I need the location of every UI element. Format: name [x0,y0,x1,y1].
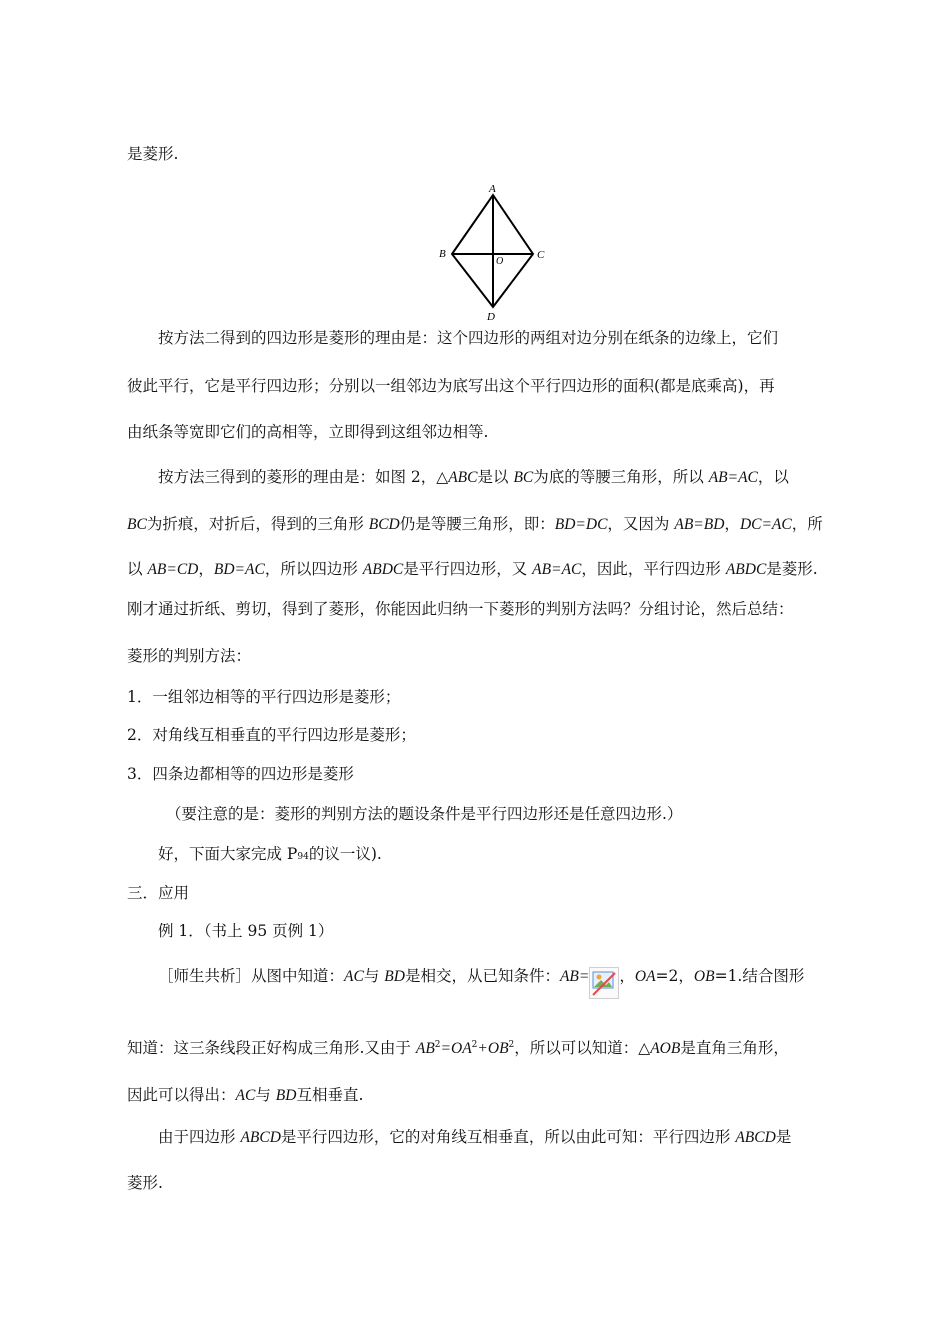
math-run: ABC [448,469,478,486]
label-a: A [489,183,496,195]
text-run: 因此可以得出： [127,1086,236,1104]
math-run: = [440,1040,451,1057]
text-line [158,466,789,489]
label-b: B [439,248,446,260]
text-line: 菱形的判别方法： [127,647,252,665]
math-run: ABDC [362,561,404,578]
text-line: 由纸条等宽即它们的高相等，立即得到这组邻边相等. [127,423,489,441]
text-run: ， [724,515,740,533]
math-run: BD=AC [213,561,265,578]
math-run: AB=AC [532,561,582,578]
text-run: 知道：这三条线段正好构成三角形.又由于 [127,1039,416,1057]
text-line: 彼此平行，它是平行四边形；分别以一组邻边为底写出这个平行四边形的面积(都是底乘高)，再 [127,377,775,395]
text-run: 好，下面大家完成 P [158,845,298,863]
subscript-run: 94 [297,852,309,862]
text-run: 是直角三角形， [680,1039,789,1057]
text-line: 菱形. [127,1174,163,1192]
text-run: 为折痕，对折后，得到的三角形 [146,515,369,533]
math-run: OA [634,968,656,985]
text-run: ［师生共析］从图中知道： [158,967,345,985]
list-item: 3．四条边都相等的四边形是菱形 [127,765,354,783]
section-heading: 三．应用 [127,884,190,902]
math-run: AOB [650,1040,681,1057]
label-o: O [496,256,504,267]
text-run: 是平行四边形，又 [403,560,533,578]
superscript-run: 2 [508,1039,515,1050]
math-run: BD [384,968,405,985]
text-run: ，以 [757,468,789,486]
text-run: 仍是等腰三角形，即： [399,515,555,533]
text-run: 是平行四边形，它的对角线互相垂直，所以由此可知：平行四边形 [280,1128,736,1146]
text-line [127,1037,789,1060]
math-run: OA [451,1040,472,1057]
text-line [127,513,823,536]
math-run: ABCD [240,1129,281,1146]
superscript-run: 2 [434,1039,441,1050]
text-run: ，所 [791,515,823,533]
text-run: ， [198,560,214,578]
text-line: 是菱形. [127,145,179,163]
text-run: =1.结合图形 [714,967,805,985]
text-line [127,558,818,581]
text-run: =2， [655,967,694,985]
text-run: ，所以可以知道：△ [514,1039,651,1057]
text-line: （要注意的是：菱形的判别方法的题设条件是平行四边形还是任意四边形.） [166,805,683,823]
text-run: 与 [255,1086,276,1104]
math-run: AC [344,968,364,985]
math-run: AB= [559,968,590,985]
text-run: 由于四边形 [158,1128,241,1146]
text-run: 互相垂直. [296,1086,364,1104]
text-run: 是菱形. [766,560,818,578]
text-line [158,961,804,993]
text-run: 按方法三得到的菱形的理由是：如图 2，△ [158,468,449,486]
math-run: AB=AC [708,469,758,486]
math-run: AB [415,1040,435,1057]
broken-image-icon [589,967,619,999]
math-run: AC [235,1087,256,1104]
math-run: BD=DC [554,516,608,533]
list-item: 1．一组邻边相等的平行四边形是菱形； [127,688,401,706]
text-run: 以 [127,560,148,578]
label-d: D [487,311,495,322]
math-run: BCD [368,516,400,533]
math-run: BC [127,516,147,533]
text-line [158,1126,791,1149]
text-run: ，因此，平行四边形 [581,560,726,578]
text-run: 与 [363,967,385,985]
math-run: + [477,1040,488,1057]
label-c: C [537,249,545,261]
text-run: ，所以四边形 [264,560,363,578]
text-run: ， [619,967,635,985]
math-run: AB=BD [674,516,725,533]
math-run: ABDC [725,561,767,578]
list-item: 2．对角线互相垂直的平行四边形是菱形； [127,726,416,744]
math-run: ABCD [735,1129,776,1146]
text-line: 按方法二得到的四边形是菱形的理由是：这个四边形的两组对边分别在纸条的边缘上，它们 [158,329,779,347]
text-line [127,1084,363,1107]
math-run: BD [275,1087,297,1104]
math-run: OB [693,968,715,985]
text-line: 例 1．（书上 95 页例 1） [158,922,334,940]
text-run: ，又因为 [607,515,675,533]
text-run: 是以 [477,468,514,486]
text-run: 为底的等腰三角形，所以 [533,468,709,486]
text-line [158,843,382,868]
math-run: DC=AC [739,516,792,533]
math-run: BC [513,469,534,486]
text-run: 是相交，从已知条件： [404,967,560,985]
text-run: 是 [775,1128,792,1146]
rhombus-figure [430,182,560,322]
text-run: 的议一议). [308,845,382,863]
superscript-run: 2 [471,1039,478,1050]
math-run: AB=CD [147,561,199,578]
text-line: 刚才通过折纸、剪切，得到了菱形，你能因此归纳一下菱形的判别方法吗？分组讨论，然后总结： [127,600,794,618]
math-run: OB [487,1040,509,1057]
